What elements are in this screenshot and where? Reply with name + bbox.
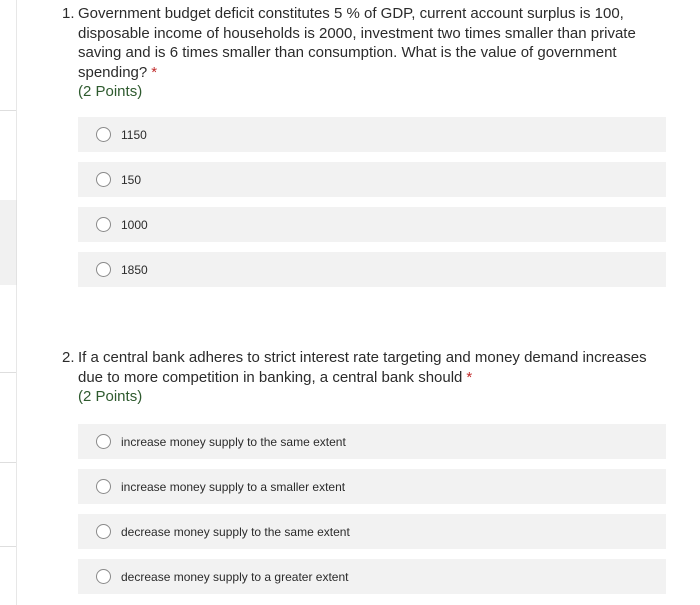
option-decrease-greater[interactable] bbox=[78, 559, 666, 594]
question-number: 1. bbox=[62, 5, 75, 22]
radio-button[interactable] bbox=[96, 127, 111, 142]
question-1-text bbox=[62, 4, 652, 82]
rail-divider bbox=[0, 462, 16, 463]
rail-block bbox=[0, 200, 17, 285]
question-number: 2. bbox=[62, 349, 75, 366]
option-increase-smaller[interactable] bbox=[78, 469, 666, 504]
radio-button[interactable] bbox=[96, 524, 111, 539]
option-label: 150 bbox=[121, 172, 142, 187]
option-150[interactable] bbox=[78, 162, 666, 197]
option-1000[interactable] bbox=[78, 207, 666, 242]
question-1 bbox=[62, 4, 652, 102]
option-label: 1150 bbox=[121, 127, 147, 142]
radio-button[interactable] bbox=[96, 262, 111, 277]
rail-divider bbox=[0, 372, 16, 373]
option-label: 1850 bbox=[121, 262, 148, 277]
left-rail bbox=[0, 0, 17, 605]
required-asterisk: * bbox=[466, 368, 473, 386]
radio-button[interactable] bbox=[96, 479, 111, 494]
rail-divider bbox=[0, 546, 16, 547]
question-prompt: Government budget deficit constitutes 5 % of GDP, current account surplus is 100, disposable income of households is 2000, investment two times smaller than private saving and is 6 times smaller than consumption. What is the value of government spending? bbox=[78, 5, 636, 81]
radio-button[interactable] bbox=[96, 434, 111, 449]
option-label: decrease money supply to the same extent bbox=[121, 524, 350, 539]
option-1150[interactable] bbox=[78, 117, 666, 152]
question-2-options bbox=[78, 424, 666, 604]
required-asterisk: * bbox=[151, 63, 158, 81]
question-2-text bbox=[62, 348, 652, 387]
option-increase-same[interactable] bbox=[78, 424, 666, 459]
option-label: decrease money supply to a greater extent bbox=[121, 569, 349, 584]
option-label: 1000 bbox=[121, 217, 148, 232]
option-1850[interactable] bbox=[78, 252, 666, 287]
radio-button[interactable] bbox=[96, 172, 111, 187]
question-2 bbox=[62, 348, 652, 407]
question-points: (2 Points) bbox=[78, 83, 143, 100]
option-label: increase money supply to a smaller extent bbox=[121, 479, 346, 494]
question-1-options bbox=[78, 117, 666, 297]
option-decrease-same[interactable] bbox=[78, 514, 666, 549]
radio-button[interactable] bbox=[96, 569, 111, 584]
rail-divider bbox=[0, 110, 16, 111]
option-label: increase money supply to the same extent bbox=[121, 434, 346, 449]
radio-button[interactable] bbox=[96, 217, 111, 232]
question-points: (2 Points) bbox=[78, 388, 143, 405]
question-prompt: If a central bank adheres to strict interest rate targeting and money demand increases due to more competition in banking, a central bank should bbox=[78, 349, 647, 386]
